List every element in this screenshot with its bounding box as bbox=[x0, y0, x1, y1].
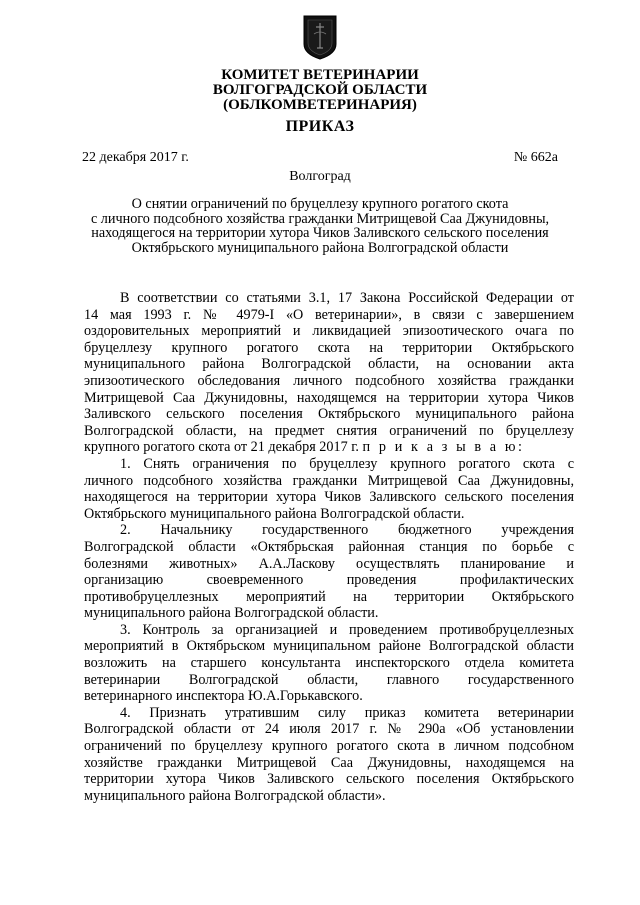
decree-word: п р и к а з ы в а ю: bbox=[362, 439, 525, 456]
coat-of-arms-emblem bbox=[302, 14, 338, 60]
preamble-line: эпизоотического обследования личного подсобного хозяйства гражданки bbox=[84, 372, 574, 389]
org-line-2: ВОЛГОГРАДСКОЙ ОБЛАСТИ bbox=[212, 82, 428, 98]
item-line: муниципального района Волгоградской области. bbox=[84, 605, 379, 622]
org-line-1: КОМИТЕТ ВЕТЕРИНАРИИ bbox=[221, 67, 419, 83]
item-line: Волгоградской области «Октябрьская районная станция по борьбе с bbox=[84, 538, 574, 555]
item-line: 2. Начальнику государственного бюджетного учреждения bbox=[120, 522, 574, 539]
item-line: хозяйстве гражданки Митрищевой Саа Джунидовны, находящемся на bbox=[84, 754, 574, 771]
item-line: ветеринарного инспектора Ю.А.Горькавского. bbox=[84, 688, 363, 705]
item-line: Волгоградской области от 24 июля 2017 г. № 290а «Об установлении bbox=[84, 721, 574, 738]
document-title: ПРИКАЗ bbox=[285, 118, 355, 135]
subject-line: с личного подсобного хозяйства гражданки Митрищевой Саа Джунидовны, bbox=[90, 210, 550, 227]
order-subject bbox=[70, 197, 570, 255]
item-line: возложить на старшего консультанта инспекторского отдела комитета bbox=[84, 655, 574, 672]
preamble-line: В соответствии со статьями 3.1, 17 Закона Российской Федерации от bbox=[120, 290, 574, 306]
item-line: 3. Контроль за организацией и проведением противобруцеллезных bbox=[120, 621, 574, 638]
item-line: Октябрьского муниципального района Волгоградской области. bbox=[84, 505, 465, 522]
item-line: территории хутора Чиков Заливского сельского поселения Октябрьского bbox=[84, 771, 574, 788]
preamble-line: Заливского сельского поселения Октябрьского муниципального района bbox=[84, 406, 574, 423]
preamble-paragraph bbox=[84, 290, 574, 456]
preamble-line: Волгоградской области, на предмет снятия ограничений по бруцеллезу bbox=[84, 422, 574, 439]
item-line: 4. Признать утратившим силу приказ комитета ветеринарии bbox=[120, 704, 574, 721]
preamble-line-text: крупного рогатого скота от 21 декабря 2017 г. bbox=[84, 439, 359, 456]
preamble-line: Митрищевой Саа Джунидовны, находящемся на территории хутора Чиков bbox=[84, 389, 574, 406]
item-line: ветеринарии Волгоградской области, главного государственного bbox=[84, 671, 574, 688]
order-body bbox=[84, 290, 574, 804]
preamble-line: муниципального района Волгоградской области, на основании акта bbox=[84, 356, 574, 373]
preamble-line: бруцеллезу крупного рогатого скота на территории Октябрьского bbox=[84, 339, 574, 356]
order-date: 22 декабря 2017 г. bbox=[82, 150, 189, 165]
item-line: мероприятий в Октябрьском муниципальном районе Волгоградской области bbox=[84, 638, 574, 655]
item-line: находящегося на территории хутора Чиков Заливского сельского поселения bbox=[84, 489, 574, 506]
item-line: 1. Снять ограничения по бруцеллезу крупного рогатого скота с bbox=[120, 455, 574, 472]
organization-header bbox=[0, 68, 640, 113]
preamble-line: оздоровительных мероприятий и ликвидацией эпизоотического очага по bbox=[84, 323, 574, 340]
order-item-2 bbox=[84, 522, 574, 622]
item-line: личного подсобного хозяйства гражданки Митрищевой Саа Джунидовны, bbox=[84, 472, 574, 489]
item-line: ограничений по бруцеллезу крупного рогатого скота в личном подсобном bbox=[84, 738, 574, 755]
order-number: № 662а bbox=[513, 150, 558, 165]
subject-line: находящегося на территории хутора Чиков Заливского сельского поселения bbox=[91, 225, 549, 242]
order-item-3 bbox=[84, 622, 574, 705]
order-city: Волгоград bbox=[289, 169, 351, 184]
order-item-4 bbox=[84, 705, 574, 805]
preamble-last-line bbox=[84, 439, 574, 456]
item-line: организацию своевременного проведения профилактических bbox=[84, 572, 574, 589]
subject-line: Октябрьского муниципального района Волгоградской области bbox=[131, 239, 509, 256]
org-line-3: (ОБЛКОМВЕТЕРИНАРИЯ) bbox=[223, 97, 417, 113]
subject-line: О снятии ограничений по бруцеллезу крупного рогатого скота bbox=[131, 196, 509, 212]
item-line: муниципального района Волгоградской области». bbox=[84, 787, 386, 804]
preamble-line: 14 мая 1993 г. № 4979-I «О ветеринарии», в связи с завершением bbox=[84, 306, 574, 323]
item-line: противобруцеллезных мероприятий на территории Октябрьского bbox=[84, 588, 574, 605]
item-line: болезнями животных» А.А.Ласкову осуществлять планирование и bbox=[84, 555, 574, 572]
order-item-1 bbox=[84, 456, 574, 522]
